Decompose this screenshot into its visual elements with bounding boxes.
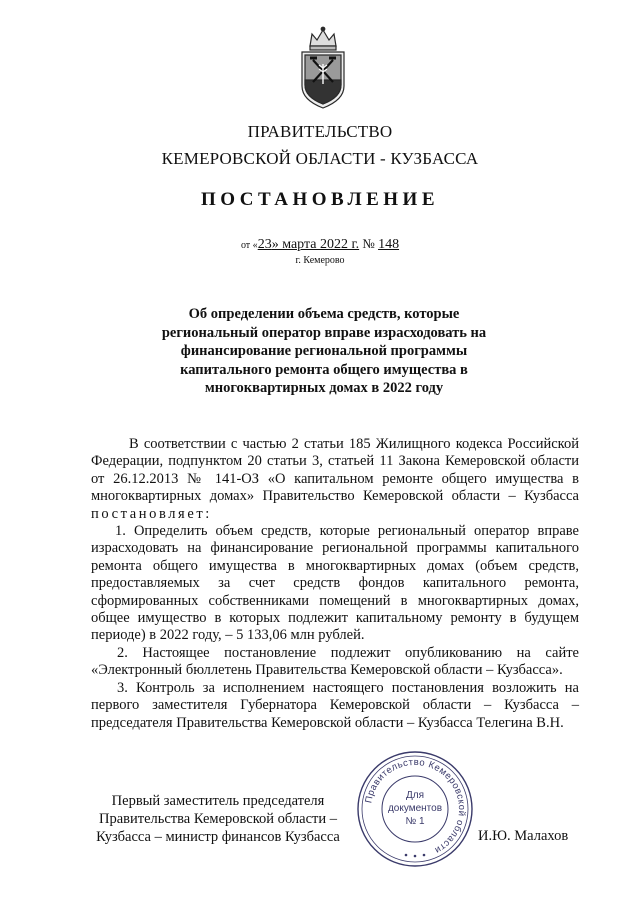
subject-line: Об определении объема средств, которые	[188, 306, 460, 322]
stamp-center-line1: Для	[405, 790, 425, 801]
signer-title-line: Первый заместитель председателя	[111, 793, 325, 809]
subject-line: финансирование региональной программы	[180, 343, 468, 359]
number-label: №	[362, 236, 375, 251]
government-name-line1: ПРАВИТЕЛЬСТВО	[247, 122, 393, 141]
subject-line: капитального ремонта общего имущества в	[180, 361, 468, 378]
stamp-star-icon	[423, 854, 426, 857]
stamp-star-icon	[405, 854, 408, 857]
coat-of-arms-icon	[296, 24, 350, 110]
date-prefix: от «	[240, 240, 258, 251]
signer-title	[88, 792, 348, 846]
date-day: 23	[257, 237, 272, 252]
subject-line: региональный оператор вправе израсходовать на	[161, 324, 487, 341]
decree-subject	[150, 305, 498, 398]
decree-title: ПОСТАНОВЛЕНИЕ	[200, 189, 440, 210]
decree-body	[91, 436, 579, 732]
signer-title-line: Кузбасса – министр финансов Кузбасса	[96, 829, 340, 845]
signer-title-line: Правительства Кемеровской области –	[98, 811, 338, 827]
stamp-center-line2: документов	[387, 803, 443, 814]
decree-city: г. Кемерово	[295, 255, 345, 266]
stamp-star-icon	[414, 855, 417, 858]
date-month-year: » марта 2022 г.	[271, 237, 360, 252]
preamble-resolves: постановляет:	[91, 505, 212, 522]
body-paragraph-3: 3. Контроль за исполнением настоящего постановления возложить на первого заместителя Губернатора Кемеровской области – Кузбасса – председателя Правительства Кемеровской области – Кузбасса Телегина В.Н.	[91, 679, 579, 731]
body-paragraph-preamble	[91, 436, 579, 523]
decree-dateline	[0, 236, 640, 253]
decree-number: 148	[378, 237, 400, 252]
preamble-text: В соответствии с частью 2 статьи 185 Жилищного кодекса Российской Федерации, подпунктом 20 статьи 3, статьей 11 Закона Кемеровской области от 26.12.2013 № 141-ОЗ «О капитальном ремонте общего имущества в многоквартирных домах» Правительство Кемеровской области – Кузбасса	[91, 436, 579, 505]
official-stamp	[354, 748, 476, 870]
government-name-line2: КЕМЕРОВСКОЙ ОБЛАСТИ - КУЗБАССА	[161, 149, 479, 168]
signer-name: И.Ю. Малахов	[478, 828, 569, 844]
stamp-center-line3: № 1	[405, 816, 425, 827]
subject-line: многоквартирных домах в 2022 году	[204, 380, 444, 396]
body-paragraph-2: 2. Настоящее постановление подлежит опубликованию на сайте «Электронный бюллетень Правительства Кемеровской области – Кузбасса».	[91, 644, 579, 679]
stamp-ring-text: Правительство Кемеровской области	[363, 756, 468, 856]
body-paragraph-1: 1. Определить объем средств, которые региональный оператор вправе израсходовать на финансирование региональной программы капитального ремонта общего имущества в многоквартирных домах (объем средств, предоставляемых за счет средств фондов капитального ремонта, сформированных собственниками помещений в многоквартирных домах, общее имущество в которых подлежит капитальному ремонту в будущем периоде) в 2022 году, – 5 133,06 млн рублей.	[91, 523, 579, 644]
